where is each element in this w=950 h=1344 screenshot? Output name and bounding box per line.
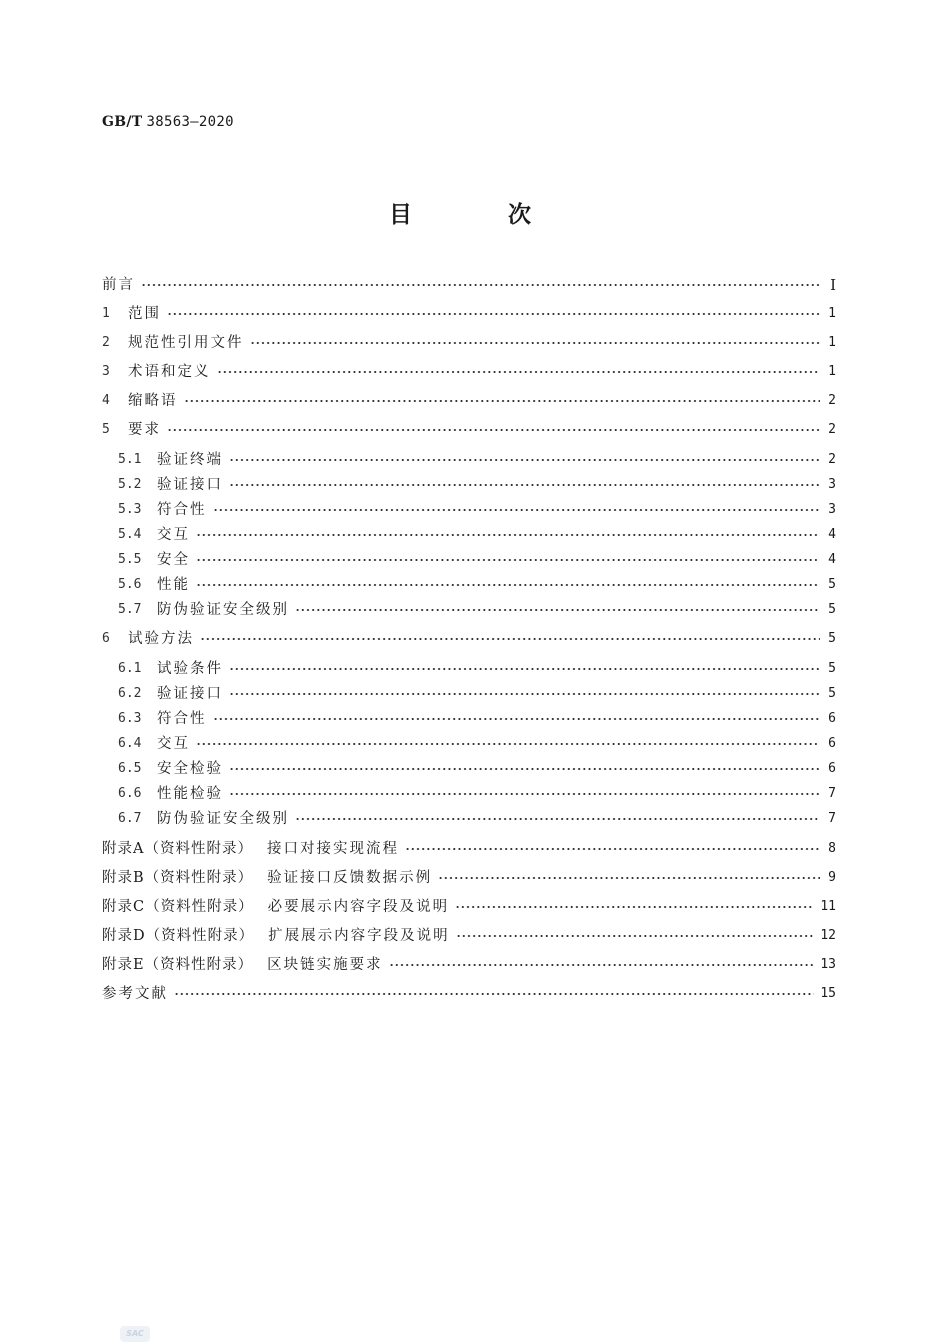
toc-entry-number: 6.6: [118, 786, 142, 801]
toc-entry-number: 6.4: [118, 736, 142, 751]
toc-entry-page: 7: [828, 786, 836, 801]
toc-entry-page: 5: [828, 577, 836, 592]
toc-entry-page: 13: [820, 957, 836, 972]
sac-watermark-logo: SAC: [120, 1326, 150, 1342]
leader-dots: [213, 500, 821, 520]
toc-entry-4[interactable]: [102, 391, 836, 411]
leader-dots: [229, 684, 820, 704]
toc-entry-number: 5: [102, 422, 110, 437]
toc-entry-label: 安全: [157, 552, 190, 568]
toc-entry-5-5[interactable]: [118, 550, 836, 570]
leader-dots: [167, 420, 820, 440]
toc-entry-page: 4: [828, 527, 836, 542]
leader-dots: [167, 304, 820, 324]
appendix-prefix: 附录E（资料性附录）: [102, 957, 254, 973]
toc-entry-number: 5.3: [118, 502, 142, 517]
toc-entry-page: 9: [828, 870, 836, 885]
leader-dots: [174, 984, 814, 1004]
toc-entry-page: 1: [828, 364, 836, 379]
toc-entry-6-2[interactable]: [118, 684, 836, 704]
toc-entry-page: 15: [820, 986, 836, 1001]
toc-entry-references[interactable]: [102, 984, 836, 1004]
toc-entry-label: 验证终端: [157, 452, 223, 468]
leader-dots: [455, 897, 814, 917]
toc-entry-number: 5.5: [118, 552, 142, 567]
toc-entry-label: 防伪验证安全级别: [157, 811, 289, 827]
toc-entry-page: 2: [828, 422, 836, 437]
toc-entry-label: 参考文献: [102, 986, 168, 1002]
toc-entry-appendix-d[interactable]: [102, 926, 836, 946]
appendix-prefix: 附录B（资料性附录）: [102, 870, 254, 886]
toc-entry-5-3[interactable]: [118, 500, 836, 520]
leader-dots: [196, 575, 820, 595]
toc-entry-5-4[interactable]: [118, 525, 836, 545]
appendix-title: 扩展展示内容字段及说明: [268, 928, 450, 944]
toc-entry-6-5[interactable]: [118, 759, 836, 779]
leader-dots: [456, 926, 815, 946]
toc-entry-6-7[interactable]: [118, 809, 836, 829]
toc-entry-label: 交互: [157, 527, 190, 543]
appendix-prefix: 附录D（资料性附录）: [102, 928, 255, 944]
toc-entry-3[interactable]: [102, 362, 836, 382]
toc-entry-number: 1: [102, 306, 110, 321]
leader-dots: [200, 629, 820, 649]
page-title: 目 次: [388, 202, 575, 228]
toc-entry-label: 交互: [157, 736, 190, 752]
toc-entry-number: 5.7: [118, 602, 142, 617]
toc-entry-page: 3: [828, 502, 836, 517]
toc-entry-page: 5: [828, 602, 836, 617]
toc-entry-page: 5: [828, 661, 836, 676]
standard-code: GB/T: [102, 114, 143, 130]
leader-dots: [229, 784, 820, 804]
toc-entry-number: 5.6: [118, 577, 142, 592]
toc-entry-page: 2: [828, 452, 836, 467]
leader-dots: [229, 759, 820, 779]
toc-entry-page: 5: [828, 686, 836, 701]
toc-entry-number: 2: [102, 335, 110, 350]
toc-entry-page: I: [830, 276, 836, 294]
toc-entry-label: 试验条件: [157, 661, 223, 677]
toc-entry-number: 6.3: [118, 711, 142, 726]
toc-entry-label: 试验方法: [128, 631, 194, 647]
toc-entry-number: 5.2: [118, 477, 142, 492]
appendix-title: 验证接口反馈数据示例: [267, 870, 433, 886]
toc-entry-label: 术语和定义: [128, 364, 211, 380]
toc-entry-label: 缩略语: [128, 393, 178, 409]
toc-entry-6-3[interactable]: [118, 709, 836, 729]
appendix-title: 必要展示内容字段及说明: [267, 899, 450, 915]
toc-entry-number: 6: [102, 631, 110, 646]
leader-dots: [229, 475, 820, 495]
leader-dots: [250, 333, 821, 353]
toc-entry-5-6[interactable]: [118, 575, 836, 595]
toc-entry-appendix-a[interactable]: [102, 839, 836, 859]
leader-dots: [229, 450, 820, 470]
toc-entry-label: 验证接口: [157, 477, 223, 493]
leader-dots: [196, 525, 820, 545]
toc-entry-5-7[interactable]: [118, 600, 836, 620]
standard-number: 38563—2020: [146, 114, 234, 130]
toc-entry-5-2[interactable]: [118, 475, 836, 495]
leader-dots: [213, 709, 821, 729]
toc-entry-label: 规范性引用文件: [128, 335, 244, 351]
toc-entry-page: 1: [828, 335, 836, 350]
toc-entry-appendix-b[interactable]: [102, 868, 836, 888]
toc-entry-label: 性能: [157, 577, 190, 593]
toc-entry-6-1[interactable]: [118, 659, 836, 679]
toc-entry-page: 7: [828, 811, 836, 826]
leader-dots: [184, 391, 821, 411]
toc-entry-page: 2: [828, 393, 836, 408]
leader-dots: [389, 955, 815, 975]
leader-dots: [141, 275, 820, 295]
toc-entry-page: 6: [828, 761, 836, 776]
toc-entry-foreword[interactable]: [102, 275, 836, 295]
leader-dots: [438, 868, 820, 888]
toc-entry-page: 12: [820, 928, 836, 943]
toc-entry-5[interactable]: [102, 420, 836, 440]
toc-entry-label: 范围: [128, 306, 161, 322]
toc-entry-page: 3: [828, 477, 836, 492]
toc-entry-6-4[interactable]: [118, 734, 836, 754]
toc-entry-label: 符合性: [157, 711, 207, 727]
appendix-title: 接口对接实现流程: [266, 841, 399, 857]
appendix-prefix: 附录A（资料性附录）: [102, 841, 253, 857]
toc-entry-label: 要求: [128, 422, 161, 438]
toc-entry-6-6[interactable]: [118, 784, 836, 804]
toc-entry-5-1[interactable]: [118, 450, 836, 470]
toc-entry-number: 6.2: [118, 686, 142, 701]
leader-dots: [196, 550, 820, 570]
toc-entry-number: 6.5: [118, 761, 142, 776]
toc-entry-page: 11: [820, 899, 836, 914]
toc-entry-appendix-c[interactable]: [102, 897, 836, 917]
toc-entry-page: 4: [828, 552, 836, 567]
appendix-title: 区块链实施要求: [267, 957, 383, 973]
toc-entry-number: 6.7: [118, 811, 142, 826]
toc-entry-page: 6: [828, 711, 836, 726]
toc-entry-1[interactable]: [102, 304, 836, 324]
toc-entry-page: 8: [828, 841, 836, 856]
toc-entry-appendix-e[interactable]: [102, 955, 836, 975]
toc-entry-number: 5.1: [118, 452, 142, 467]
toc-entry-page: 1: [828, 306, 836, 321]
toc-entry-page: 5: [828, 631, 836, 646]
toc-entry-2[interactable]: [102, 333, 836, 353]
leader-dots: [295, 809, 820, 829]
leader-dots: [229, 659, 820, 679]
toc-entry-label: 性能检验: [157, 786, 223, 802]
toc-entry-number: 3: [102, 364, 110, 379]
toc-entry-6[interactable]: [102, 629, 836, 649]
toc-entry-label: 前言: [102, 277, 135, 293]
toc-entry-label: 防伪验证安全级别: [157, 602, 289, 618]
toc-entry-page: 6: [828, 736, 836, 751]
toc-entry-number: 5.4: [118, 527, 142, 542]
leader-dots: [405, 839, 820, 859]
appendix-prefix: 附录C（资料性附录）: [102, 899, 254, 915]
toc-entry-label: 安全检验: [157, 761, 223, 777]
toc-entry-label: 验证接口: [157, 686, 223, 702]
toc-entry-number: 4: [102, 393, 110, 408]
leader-dots: [295, 600, 820, 620]
toc-entry-number: 6.1: [118, 661, 142, 676]
toc-entry-label: 符合性: [157, 502, 207, 518]
leader-dots: [217, 362, 821, 382]
leader-dots: [196, 734, 820, 754]
document-number: [102, 114, 234, 130]
